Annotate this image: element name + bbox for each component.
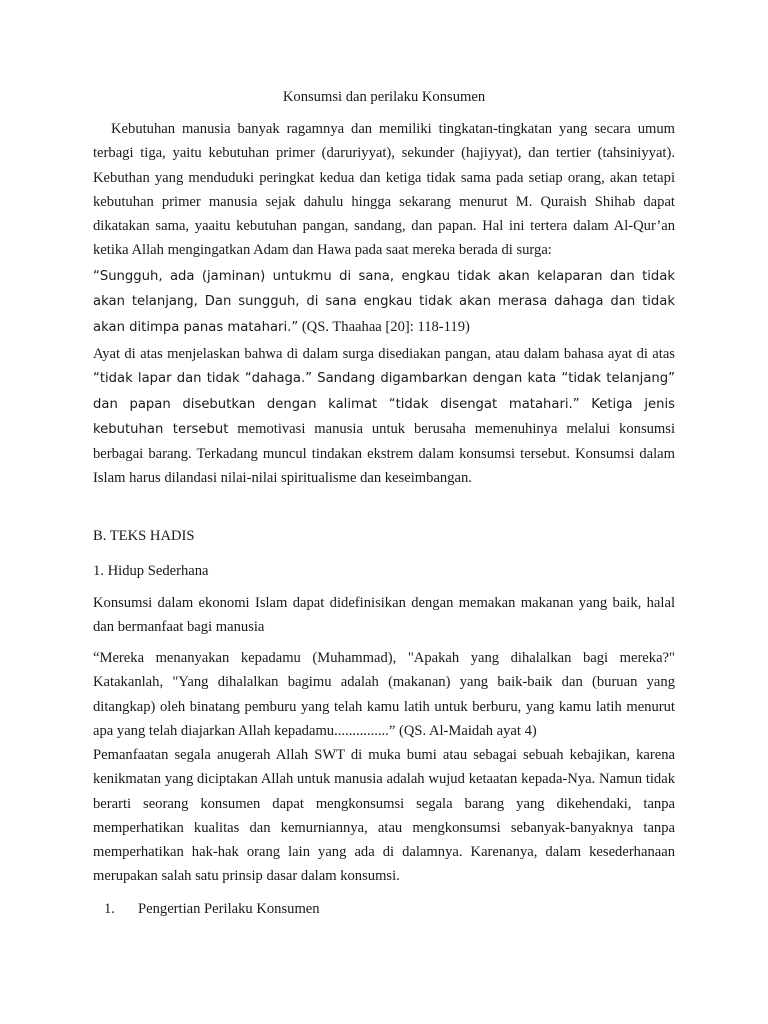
list-item-label: Pengertian Perilaku Konsumen: [138, 901, 320, 917]
paragraph-explanation-part-a: Ayat di atas menjelaskan bahwa di dalam surga disediakan pangan, atau dalam bahasa ayat di atas: [93, 346, 675, 362]
section-heading-teks-hadis: B. TEKS HADIS: [93, 528, 195, 544]
quote-al-maidah: “Mereka menanyakan kepadamu (Muhammad), "Apakah yang dihalalkan bagi mereka?" Katakanlah, "Yang dihalalkan bagimu adalah (makanan) yang baik-baik dan (buruan yang ditangkap) oleh binatang pemburu yang telah kamu latih untuk berburu, yang kamu latih menurut apa yang telah diajarkan Allah kepadamu...............” (QS. Al-Maidah ayat 4): [93, 650, 675, 739]
paragraph-explanation: [93, 342, 675, 491]
quote-thaahaa-reference: (QS. Thaahaa [20]: 118-119): [298, 318, 470, 335]
list-item-consumer-behavior: [104, 899, 320, 919]
paragraph-consumption-definition: Konsumsi dalam ekonomi Islam dapat didefinisikan dengan memakan makanan yang baik, halal dan bermanfaat bagi manusia: [93, 595, 675, 636]
paragraph-explanation-part-b: “tidak lapar dan tidak “dahaga.” Sandang digambarkan dengan kata “tidak telanjang” dan papan disebutkan dengan kalimat “tidak disengat matahari.” Ketiga jenis kebutuhan tersebut: [93, 371, 675, 437]
paragraph-explanation-part-c: memotivasi manusia untuk berusaha memenuhinya melalui konsumsi berbagai barang. Terkadang muncul tindakan ekstrem dalam konsumsi tersebut. Konsumsi dalam Islam harus dilandasi nilai-nilai spiritualisme dan keseimbangan.: [93, 420, 676, 487]
list-item-number: 1.: [104, 901, 115, 917]
paragraph-utilization: Pemanfaatan segala anugerah Allah SWT di muka bumi atau sebagai sebuah kebajikan, karena kenikmatan yang diciptakan Allah untuk manusia adalah wujud ketaatan kepada-Nya. Namun tidak berarti seorang konsumen dapat mengkonsumsi segala barang yang dikehendaki, tanpa memperhatikan kualitas dan kemurniannya, atau mengkonsumsi sebanyak-banyaknya tanpa memperhatikan hak-hak orang lain yang ada di dalamnya. Karenanya, dalam kesederhanaan merupakan salah satu prinsip dasar dalam konsumsi.: [93, 747, 675, 885]
quote-thaahaa-text: “Sungguh, ada (jaminan) untukmu di sana, engkau tidak akan kelaparan dan tidak akan telanjang, Dan sungguh, di sana engkau tidak akan merasa dahaga dan tidak akan ditimpa panas matahari.”: [93, 269, 675, 335]
subheading-hidup-sederhana: 1. Hidup Sederhana: [93, 563, 209, 579]
paragraph-needs: Kebutuhan manusia banyak ragamnya dan memiliki tingkatan-tingkatan yang secara umum terbagi tiga, yaitu kebutuhan primer (daruriyyat), sekunder (hajiyyat), dan tertier (tahsiniyyat). Kebuthan yang menduduki peringkat kedua dan ketiga tidak sama pada setiap orang, akan tetapi kebutuhan primer manusia sejak dahulu hingga sekarang menurut M. Quraish Shihab dapat dikatakan sama, yaaitu kebutuhan pangan, sandang, dan papan. Hal ini tertera dalam Al-Qur’an ketika Allah mengingatkan Adam dan Hawa pada saat mereka berada di surga:: [93, 121, 675, 259]
quote-thaahaa: [93, 264, 675, 340]
document-title: Konsumsi dan perilaku Konsumen: [282, 89, 486, 105]
